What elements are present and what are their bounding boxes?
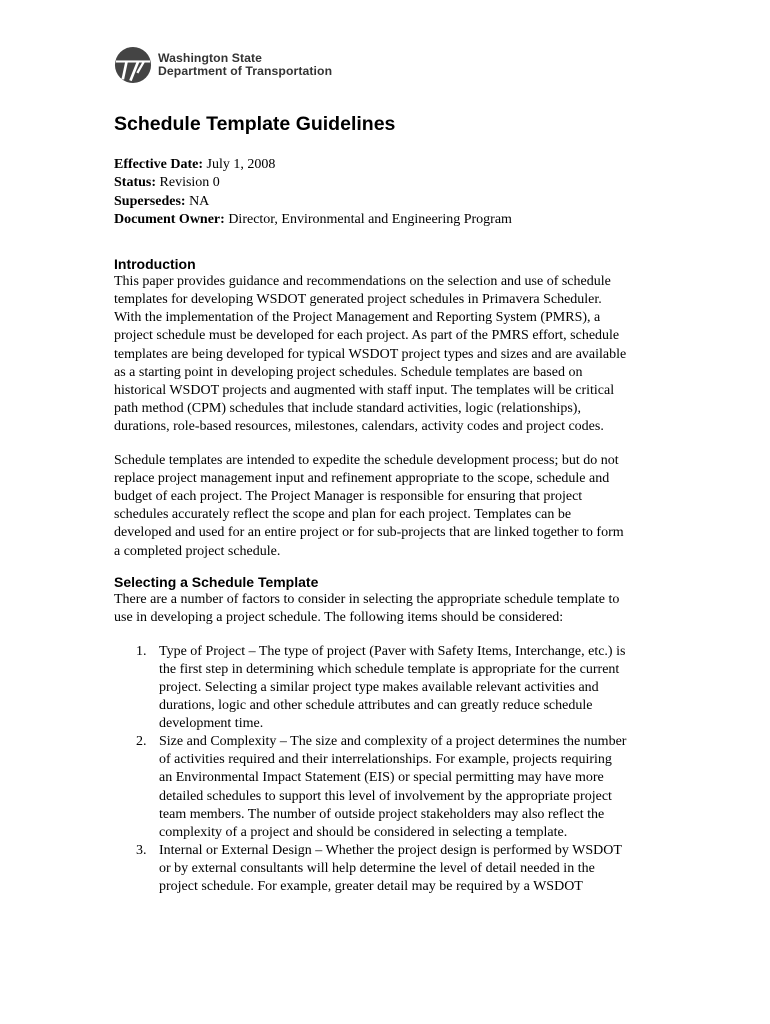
list-item (114, 733, 674, 842)
text-line: developed and used for an entire project or for sub-projects that are linked together to form (114, 525, 624, 541)
text-line: of activities required and their interrelationships. For example, projects requiring (159, 752, 612, 768)
text-line: team members. The number of outside project stakeholders may also reflect the (159, 806, 605, 822)
text-line: schedules accurately reflect the scope and plan for each project. Templates can be (114, 507, 572, 523)
text-line: project schedule. For example, greater detail may be required by a WSDOT (159, 879, 583, 894)
text-line: as a starting point in developing project schedules. Schedule templates are based on (114, 364, 583, 380)
logo-org-line1: Washington State (158, 50, 263, 65)
list-item-number: 3. (136, 842, 147, 858)
text-line: budget of each project. The Project Manager is responsible for ensuring that project (114, 489, 583, 505)
list-item-number: 2. (136, 734, 147, 750)
text-line: Type of Project – The type of project (Paver with Safety Items, Interchange, etc.) is (159, 643, 626, 659)
text-line: templates for developing WSDOT generated project schedules in Primavera Scheduler. (114, 292, 602, 308)
text-line: With the implementation of the Project Management and Reporting System (PMRS), a (114, 310, 601, 326)
text-line: Size and Complexity – The size and complexity of a project determines the number (159, 734, 627, 750)
text-line: Schedule templates are intended to expedite the schedule development process; but do not (114, 453, 619, 469)
text-line: templates are being developed for typical WSDOT project types and sizes and are available (114, 346, 627, 362)
considerations-list (114, 643, 674, 896)
text-line: replace project management input and refinement appropriate to the scope, schedule and (114, 471, 610, 487)
text-line: use in developing a project schedule. The following items should be considered: (114, 609, 564, 625)
wsdot-logo (114, 46, 332, 84)
text-line: or by external consultants will help determine the level of detail needed in the (159, 860, 595, 876)
logo-org-line2: Department of Transportation (158, 64, 333, 78)
text-line: development time. (159, 716, 264, 732)
meta-document-owner: Document Owner: Director, Environmental and Engineering Program (114, 211, 512, 227)
text-line: a completed project schedule. (114, 543, 281, 559)
selecting-template-paragraph (114, 591, 674, 627)
text-line: project. Selecting a similar project type makes available relevant activities and (159, 679, 599, 695)
list-item (114, 643, 674, 733)
document-metadata (114, 156, 674, 229)
text-line: This paper provides guidance and recommendations on the selection and use of schedule (114, 274, 611, 290)
text-line: detailed schedules to support this level of involvement by the appropriate project (159, 788, 612, 804)
list-item-number: 1. (136, 643, 147, 659)
wsdot-logo-icon (114, 46, 152, 84)
text-line: project schedule must be developed for each project. As part of the PMRS effort, schedule (114, 328, 620, 344)
text-line: complexity of a project and should be considered in selecting a template. (159, 824, 568, 840)
text-line: path method (CPM) schedules that include standard activities, logic (relationships), (114, 400, 581, 416)
meta-supersedes: Supersedes: NA (114, 193, 210, 209)
text-line: historical WSDOT projects and augmented with staff input. The templates will be critical (114, 382, 615, 398)
selecting-template-heading: Selecting a Schedule Template (114, 573, 319, 590)
text-line: There are a number of factors to consider in selecting the appropriate schedule template to (114, 591, 620, 607)
text-line: durations, logic and other schedule attributes and can greatly reduce schedule (159, 698, 593, 714)
text-line: the first step in determining which schedule template is appropriate for the current (159, 661, 620, 677)
document-body (114, 113, 674, 896)
text-line: an Environmental Impact Statement (EIS) or special permitting may have more (159, 770, 604, 786)
introduction-paragraph-2 (114, 452, 674, 561)
page-title: Schedule Template Guidelines (114, 113, 396, 135)
text-line: durations, role-based resources, milestones, calendars, activity codes and project codes. (114, 418, 604, 434)
logo-text (158, 52, 332, 79)
introduction-paragraph-1 (114, 273, 674, 436)
list-item (114, 842, 674, 896)
introduction-heading: Introduction (114, 256, 196, 273)
text-line: Internal or External Design – Whether the project design is performed by WSDOT (159, 842, 622, 858)
meta-effective-date: Effective Date: July 1, 2008 (114, 157, 276, 172)
meta-status: Status: Revision 0 (114, 175, 220, 191)
